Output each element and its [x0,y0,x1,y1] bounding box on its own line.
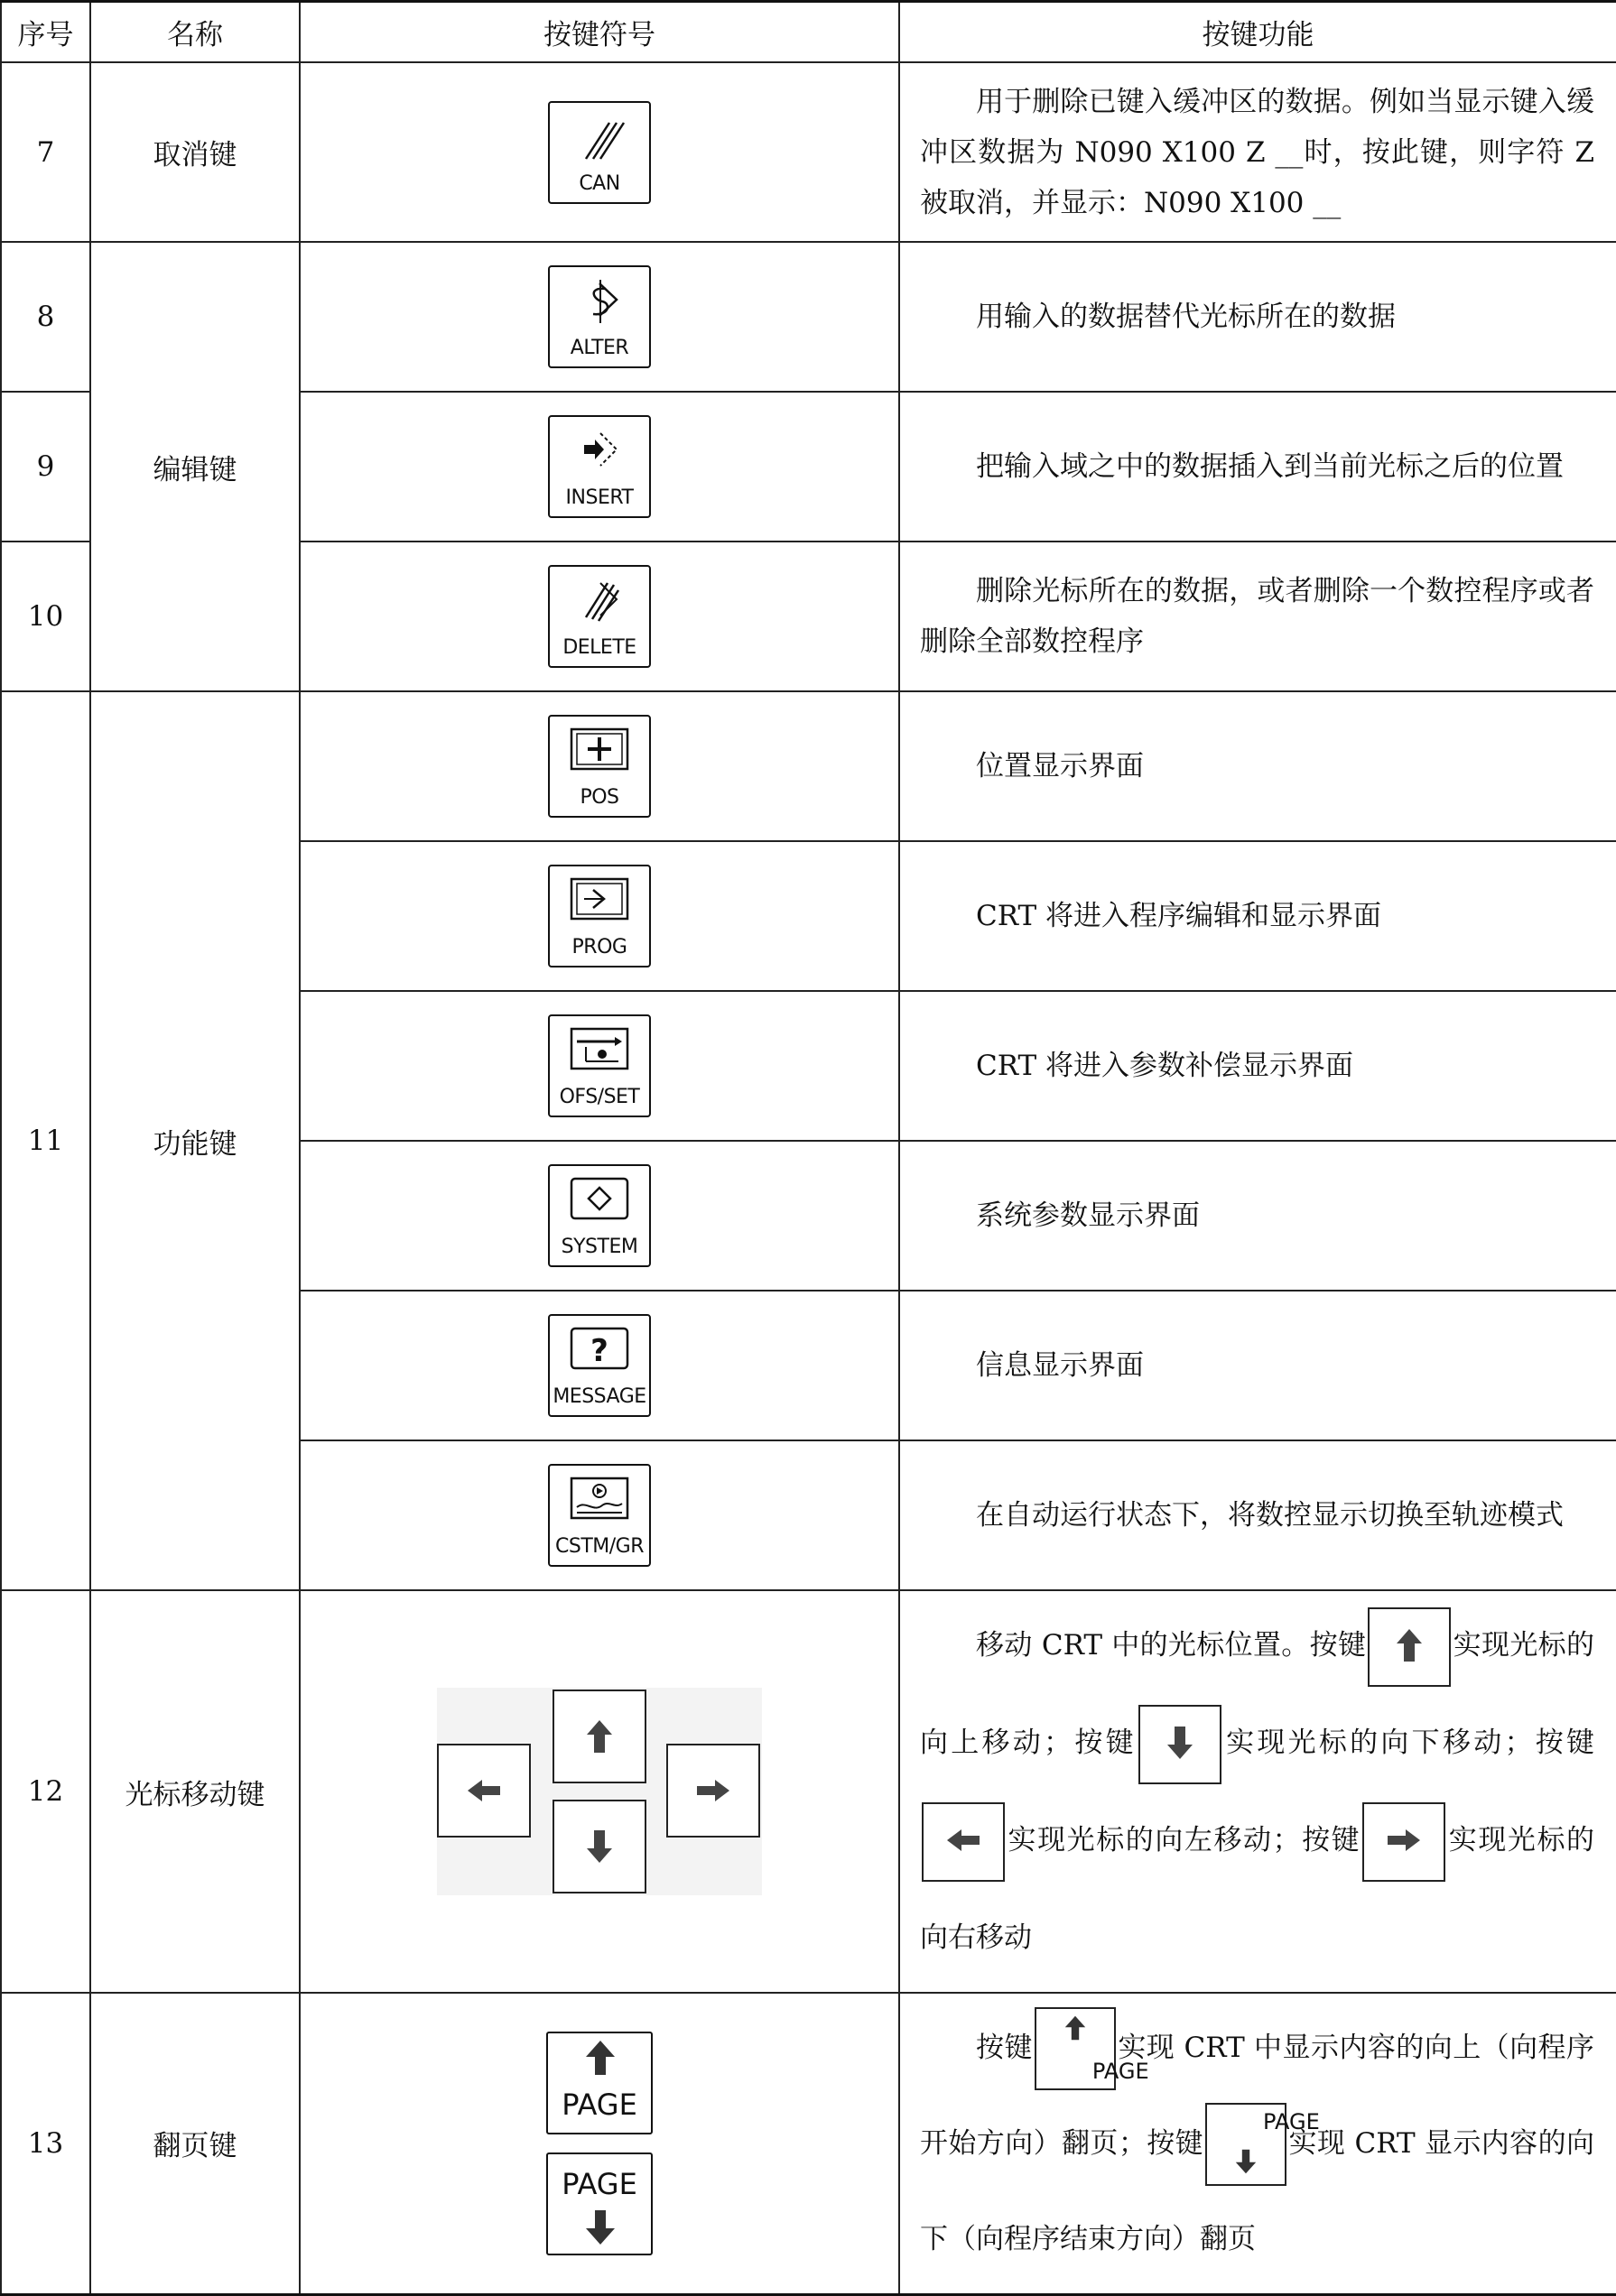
delete-key [548,565,651,668]
key-label: INSERT [565,486,634,509]
arrow-down-icon [582,2208,618,2246]
key-label: PAGE [1263,2109,1320,2135]
cstm-gr-key [548,1464,651,1567]
pos-key [548,715,651,818]
inline-page-down-key [1205,2103,1320,2186]
system-screen-icon [550,1170,649,1233]
row-index: 9 [1,392,90,542]
inline-up-key [1368,1607,1451,1687]
function-text: 用输入的数据替代光标所在的数据 [976,301,1396,333]
table-row [1,1993,1616,2294]
arrow-up-icon [581,1718,618,1754]
row-index: 12 [1,1590,90,1993]
key-label: CSTM/GR [555,1535,644,1558]
inline-page-up-key [1035,2007,1149,2090]
graph-screen-icon [550,1469,649,1532]
header-index: 序号 [1,2,90,63]
function-text: 删除光标所在的数据，或者删除一个数控程序或者删除全部数控程序 [920,575,1594,658]
key-label: PAGE [1091,2059,1149,2085]
table-row [1,62,1616,242]
function-text: 系统参数显示界面 [976,1199,1200,1232]
double-slash-icon [550,106,649,170]
row-index: 11 [1,691,90,1590]
function-text: CRT 将进入参数补偿显示界面 [976,1050,1354,1082]
cursor-left-key [437,1744,531,1838]
alter-key [548,265,651,368]
key-label: MESSAGE [553,1385,646,1408]
row-name: 编辑键 [90,242,300,691]
alter-icon [550,271,649,334]
delete-icon [550,570,649,634]
position-screen-icon [550,720,649,783]
row-index: 13 [1,1993,90,2294]
function-text: 移动 CRT 中的光标位置。按键 实现光标的向上移动；按键 实现光标的向下移动；按键 实现光标的向左移动；按键 实现光标的向右移动 [920,1597,1594,1986]
row-index: 8 [1,242,90,392]
row-name: 功能键 [90,691,300,1590]
cursor-right-key [666,1744,760,1838]
key-label: DELETE [562,636,636,659]
arrow-right-icon [695,1773,731,1809]
function-text: CRT 将进入程序编辑和显示界面 [976,900,1382,932]
arrow-down-icon [1233,2148,1258,2175]
arrow-left-icon [945,1822,981,1858]
key-label: CAN [579,171,620,195]
arrow-left-icon [466,1773,502,1809]
table-header-row [1,2,1616,63]
function-text: 用于删除已键入缓冲区的数据。例如当显示键入缓冲区数据为 N090 X100 Z __时，按此键，则字符 Z 被取消，并显示：N090 X100 __ [920,85,1594,219]
table-row [1,1590,1616,1993]
key-label: PAGE [562,2087,637,2122]
prog-key [548,865,651,967]
key-label: OFS/SET [559,1086,640,1108]
key-label: POS [580,786,619,809]
function-text: 在自动运行状态下，将数控显示切换至轨迹模式 [976,1499,1564,1532]
row-index: 7 [1,62,90,242]
table-row [1,242,1616,392]
ofs-set-key [548,1014,651,1117]
inline-left-key [922,1802,1005,1882]
row-name: 取消键 [90,62,300,242]
function-text: 信息显示界面 [976,1349,1144,1382]
page-up-key [546,2032,653,2134]
insert-key [548,415,651,518]
message-key [548,1314,651,1417]
inline-right-key [1362,1802,1445,1882]
arrow-up-icon [1063,2014,1088,2041]
offset-screen-icon [550,1020,649,1083]
cursor-keypad [437,1688,762,1895]
svg-text:?: ? [590,1333,608,1369]
function-text: 按键 PAGE 实现 CRT 中显示内容的向上（向程序开始方向）翻页；按键 PAGE 实现 CRT 显示内容的向下（向程序结束方向）翻页 [920,2000,1594,2287]
message-screen-icon [550,1319,649,1383]
row-name: 翻页键 [90,1993,300,2294]
arrow-down-icon [1162,1725,1198,1761]
arrow-up-icon [582,2039,618,2077]
row-index: 10 [1,542,90,691]
system-key [548,1164,651,1267]
cursor-down-key [553,1800,646,1893]
header-name: 名称 [90,2,300,63]
function-text: 把输入域之中的数据插入到当前光标之后的位置 [976,450,1564,483]
arrow-down-icon [581,1828,618,1865]
can-key [548,101,651,204]
key-label: SYSTEM [561,1236,638,1258]
inline-down-key [1138,1705,1221,1784]
key-label: PAGE [562,2166,637,2201]
header-symbol: 按键符号 [300,2,899,63]
header-function: 按键功能 [899,2,1616,63]
cursor-up-key [553,1690,646,1783]
page-down-key [546,2152,653,2255]
row-name: 光标移动键 [90,1590,300,1993]
key-label: ALTER [570,337,629,359]
insert-icon [550,421,649,484]
arrow-up-icon [1391,1627,1427,1663]
function-text: 位置显示界面 [976,750,1144,782]
arrow-right-icon [1386,1822,1422,1858]
table-row [1,691,1616,841]
key-label: PROG [571,936,627,958]
program-screen-icon [550,870,649,933]
